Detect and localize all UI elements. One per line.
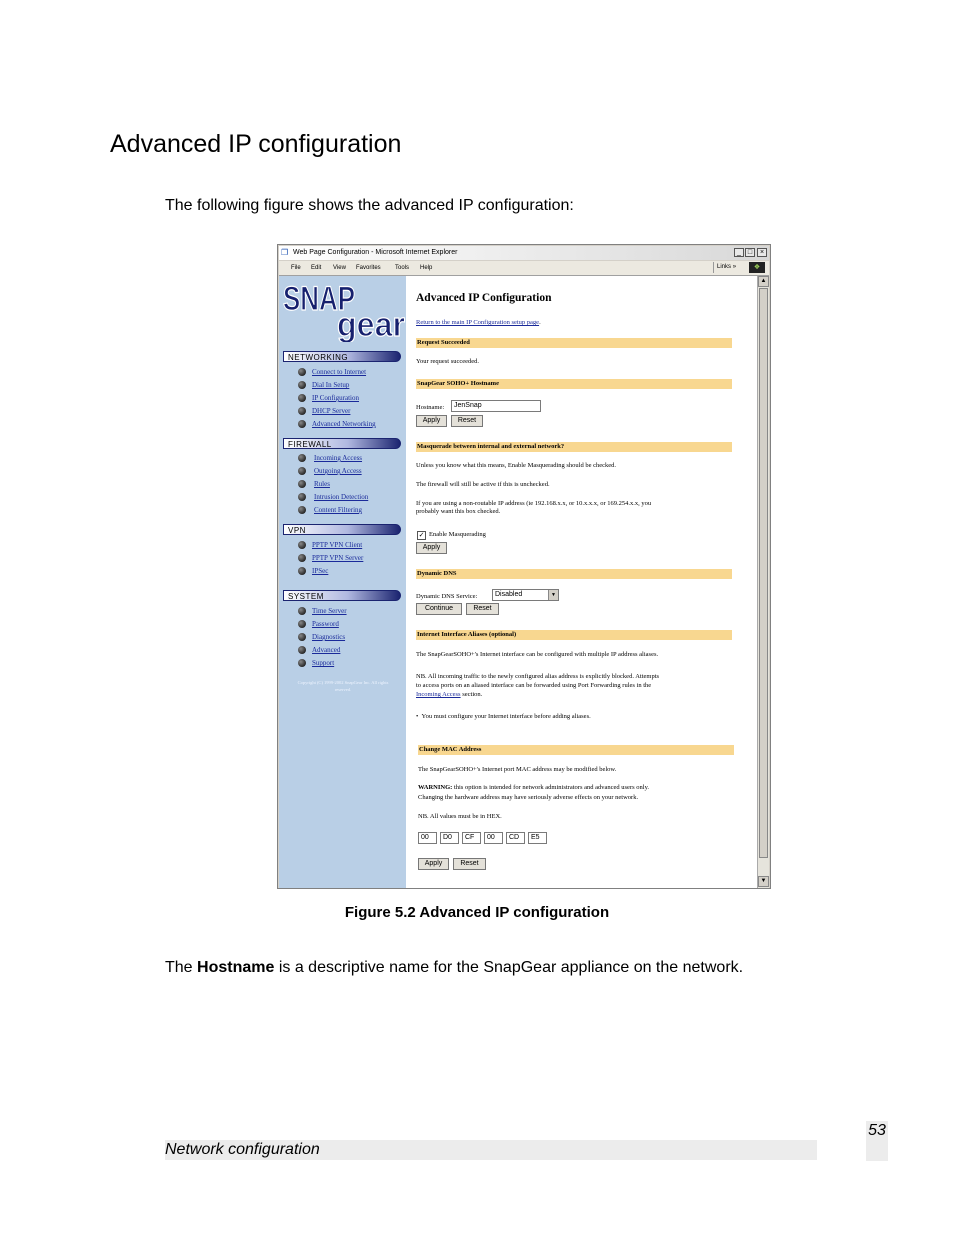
mac-octet-1[interactable]: 00 (418, 832, 437, 844)
bullet-icon (298, 467, 306, 475)
return-link[interactable]: Return to the main IP Configuration setup page (416, 319, 540, 326)
request-text: Your request succeeded. (416, 358, 480, 365)
menu-edit[interactable]: Edit (311, 265, 322, 271)
page-number: 53 (866, 1121, 888, 1161)
bullet-icon (298, 541, 306, 549)
nav-time-server[interactable]: Time Server (312, 607, 347, 615)
nav-support[interactable]: Support (312, 659, 335, 667)
minimize-button[interactable]: _ (734, 248, 744, 257)
masq-apply-button[interactable]: Apply (416, 542, 447, 554)
links-chevron-icon: » (732, 264, 737, 270)
bullet-icon (298, 480, 306, 488)
sidebar-section-firewall: FIREWALL (283, 438, 401, 449)
mac-octet-6[interactable]: E5 (528, 832, 547, 844)
masq-line-3: If you are using a non-routable IP address (ie 192.168.x.x, or 10.x.x.x, or 169.254.x.x, you (416, 500, 652, 507)
band-change-mac: Change MAC Address (418, 745, 734, 755)
mac-line-1: The SnapGearSOHO+'s Internet port MAC address may be modified below. (418, 766, 617, 773)
content-heading: Advanced IP Configuration (416, 292, 552, 304)
browser-screenshot (277, 244, 771, 889)
logo-snap: SNAP (283, 280, 355, 318)
aliases-line-1: The SnapGearSOHO+'s Internet interface can be configured with multiple IP address aliases. (416, 651, 659, 658)
dns-selected-value: Disabled (495, 591, 523, 598)
mac-warning (418, 784, 649, 792)
main-content (416, 276, 736, 888)
menu-file[interactable]: File (291, 265, 301, 271)
bullet-icon (298, 567, 306, 575)
links-label: Links (717, 264, 732, 270)
para-bold-hostname: Hostname (197, 959, 275, 976)
mac-reset-button[interactable]: Reset (453, 858, 486, 870)
nav-ip-configuration[interactable]: IP Configuration (312, 394, 359, 402)
nav-advanced[interactable]: Advanced (312, 646, 341, 654)
aliases-line-3: to access ports on an aliased interface can be forwarded using Port Forwarding rules in the (416, 682, 652, 689)
nav-incoming-access[interactable]: Incoming Access (314, 454, 363, 462)
bullet-icon (298, 620, 306, 628)
logo-gear: gear (337, 306, 405, 342)
sidebar-section-vpn: VPN (283, 524, 401, 535)
masq-line-4: probably want this box checked. (416, 508, 501, 515)
footer-section-title: Network configuration (165, 1140, 817, 1160)
hostname-label: Hostname: (416, 404, 445, 411)
enable-masquerading-label: Enable Masquerading (429, 531, 486, 538)
close-button[interactable]: × (757, 248, 767, 257)
bullet-icon (298, 659, 306, 667)
bullet-icon (298, 407, 306, 415)
nav-password[interactable]: Password (312, 620, 339, 628)
hostname-apply-button[interactable]: Apply (416, 415, 447, 427)
sidebar-section-system: SYSTEM (283, 590, 401, 601)
nav-pptp-vpn-server[interactable]: PPTP VPN Server (312, 554, 364, 562)
masq-line-2: The firewall will still be active if this is unchecked. (416, 481, 550, 488)
hostname-input[interactable]: JenSnap (451, 400, 541, 412)
mac-octet-4[interactable]: 00 (484, 832, 503, 844)
bullet-icon (298, 506, 306, 514)
snapgear-logo (281, 278, 405, 342)
band-hostname: SnapGear SOHO+ Hostname (416, 379, 732, 389)
nav-pptp-vpn-client[interactable]: PPTP VPN Client (312, 541, 363, 549)
dns-label: Dynamic DNS Service: (416, 593, 478, 600)
page-title: Advanced IP configuration (110, 130, 402, 158)
nav-dial-in-setup[interactable]: Dial In Setup (312, 381, 350, 389)
aliases-bullet (416, 713, 591, 721)
ie-page-icon: ❐ (281, 248, 289, 257)
bullet-icon: • (416, 713, 422, 720)
nav-connect-to-internet[interactable]: Connect to Internet (312, 368, 367, 376)
return-line (416, 319, 541, 327)
mac-apply-button[interactable]: Apply (418, 858, 449, 870)
bullet-icon (298, 454, 306, 462)
sidebar-section-networking: NETWORKING (283, 351, 401, 362)
links-toolbar[interactable] (713, 262, 736, 273)
bullet-icon (298, 493, 306, 501)
menu-view[interactable]: View (333, 265, 346, 271)
bullet-icon (298, 607, 306, 615)
bullet-icon (298, 368, 306, 376)
para-prefix: The (165, 959, 198, 976)
menu-favorites[interactable]: Favorites (356, 265, 381, 271)
bullet-icon (298, 420, 306, 428)
menu-help[interactable]: Help (420, 265, 433, 271)
dns-service-select[interactable] (492, 589, 559, 601)
nav-content-filtering[interactable]: Content Filtering (314, 506, 363, 514)
hostname-reset-button[interactable]: Reset (451, 415, 483, 427)
figure-caption: Figure 5.2 Advanced IP configuration (344, 904, 610, 921)
aliases-line-2: NB. All incoming traffic to the newly configured alias address is explicitly blocked. Attempts (416, 673, 660, 680)
nav-diagnostics[interactable]: Diagnostics (312, 633, 346, 641)
aliases-link-post: section. (460, 691, 483, 698)
enable-masquerading-checkbox[interactable]: ✓ (418, 531, 425, 539)
menu-tools[interactable]: Tools (395, 265, 410, 271)
mac-line-4: NB. All values must be in HEX. (418, 813, 502, 820)
band-interface-aliases: Internet Interface Aliases (optional) (416, 630, 732, 640)
mac-line-3: Changing the hardware address may have seriously adverse effects on your network. (418, 794, 639, 801)
nav-ipsec[interactable]: IPSec (312, 567, 329, 575)
nav-dhcp-server[interactable]: DHCP Server (312, 407, 351, 415)
aliases-line-4 (416, 691, 482, 699)
band-dynamic-dns: Dynamic DNS (416, 569, 732, 579)
nav-outgoing-access[interactable]: Outgoing Access (314, 467, 362, 475)
browser-viewport (279, 276, 769, 888)
dns-reset-button[interactable]: Reset (466, 603, 499, 615)
band-masquerade: Masquerade between internal and external network? (416, 442, 732, 452)
mac-octet-2[interactable]: D0 (440, 832, 459, 844)
sidebar (279, 276, 406, 888)
browser-title: Web Page Configuration - Microsoft Internet Explorer (293, 249, 458, 256)
dns-continue-button[interactable]: Continue (416, 603, 462, 615)
bullet-icon (298, 394, 306, 402)
bullet-icon (298, 646, 306, 654)
mac-warning-text: this option is intended for network administrators and advanced users only. (452, 784, 650, 791)
mac-octet-5[interactable]: CD (506, 832, 525, 844)
copyright-text: Copyright (C) 1999-2002 SnapGear Inc. All rights reserved. (297, 680, 389, 692)
masq-line-1: Unless you know what this means, Enable Masquerading should be checked. (416, 462, 617, 469)
intro-paragraph: The following figure shows the advanced IP configuration: (165, 197, 574, 214)
nav-intrusion-detection[interactable]: Intrusion Detection (314, 493, 369, 501)
para-suffix: is a descriptive name for the SnapGear appliance on the network. (274, 959, 744, 976)
windows-logo-icon: ❖ (749, 262, 765, 273)
mac-warning-bold: WARNING: (418, 784, 453, 791)
browser-menu-bar (279, 261, 769, 276)
bullet-icon (298, 381, 306, 389)
nav-advanced-networking[interactable]: Advanced Networking (312, 420, 376, 428)
scroll-down-icon[interactable]: ▼ (758, 876, 769, 887)
browser-title-bar (279, 246, 769, 260)
nav-rules[interactable]: Rules (314, 480, 330, 488)
chevron-down-icon: ▼ (548, 590, 558, 600)
aliases-bullet-text: You must configure your Internet interface before adding aliases. (421, 713, 591, 720)
bullet-icon (298, 633, 306, 641)
mac-octet-3[interactable]: CF (462, 832, 481, 844)
vertical-scrollbar[interactable] (757, 276, 769, 888)
bullet-icon (298, 554, 306, 562)
hostname-paragraph (165, 959, 743, 977)
scroll-up-icon[interactable]: ▲ (758, 276, 769, 287)
return-period: . (539, 319, 541, 326)
scroll-thumb[interactable] (759, 288, 768, 858)
incoming-access-link[interactable]: Incoming Access (416, 691, 461, 698)
maximize-button[interactable]: □ (745, 248, 755, 257)
band-request-succeeded: Request Succeeded (416, 338, 732, 348)
